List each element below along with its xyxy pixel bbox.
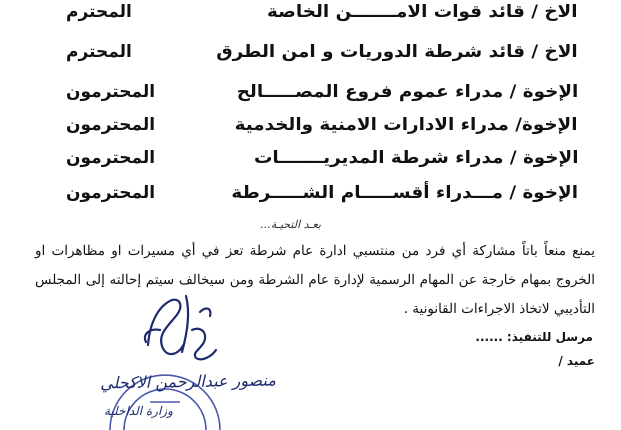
honorific-text: المحترمون: [66, 82, 156, 102]
honorific-text: المحترم: [66, 2, 132, 22]
addressee-text: الاخ / قائد قوات الامـــــــن الخاصة: [267, 2, 578, 22]
signatory-name: منصور عبدالرحمن الاكحلي: [99, 370, 276, 393]
addressee-text: الإخوة/ مدراء الادارات الامنية والخدمية: [235, 115, 578, 135]
honorific-text: المحترم: [66, 42, 132, 62]
signatory-subline: وزارة الداخلية: [104, 404, 173, 418]
send-for-execution-label: مرسل للتنفيذ: ......: [475, 330, 593, 344]
greeting-text: بعـد التحيـة...: [260, 218, 321, 231]
honorific-text: المحترمون: [66, 148, 156, 168]
addressee-text: الإخوة / مدراء عموم فروع المصـــــالح: [236, 82, 578, 102]
addressee-text: الاخ / قائد شرطة الدوريات و امن الطرق: [216, 42, 578, 62]
addressee-text: الإخوة / مدراء شرطة المديريـــــــات: [253, 148, 578, 168]
honorific-text: المحترمون: [66, 183, 156, 203]
honorific-text: المحترمون: [66, 115, 156, 135]
rank-label: عميد /: [558, 354, 595, 368]
memo-body: يمنع منعاً باتاً مشاركة أي فرد من منتسبي ادارة عام شرطة تعز في أي مسيرات او مظاهرات او الخروج بمهام خارجة عن المهام الرسمية لإدارة عام الشرطة ومن سيخالف سيتم إحالته إلى المجلس التأديبي لاتخاذ الاجراءات القانونية .: [35, 243, 595, 317]
addressee-text: الإخوة / مـــدراء أقســـــام الشـــــرطة: [231, 183, 578, 203]
